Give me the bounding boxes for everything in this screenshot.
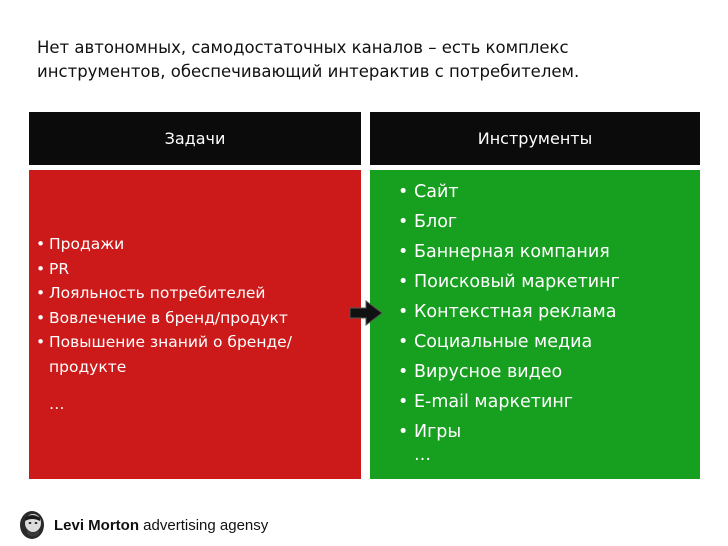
- list-item: [398, 357, 620, 387]
- bullet: •: [398, 212, 409, 232]
- tools-header: Инструменты: [370, 112, 700, 165]
- bullet: •: [398, 182, 409, 202]
- list-item: [36, 232, 292, 257]
- heading-line-1: Нет автономных, самодостаточных каналов – есть комплекс: [37, 38, 569, 57]
- tools-list: [398, 177, 620, 447]
- list-item: [398, 327, 620, 357]
- logo-icon: [18, 510, 46, 540]
- brand-name: Levi Morton: [54, 516, 139, 534]
- bullet: •: [398, 302, 409, 322]
- bullet: •: [398, 272, 409, 292]
- tasks-panel: [29, 170, 361, 479]
- tool-label: Вирусное видео: [414, 362, 563, 382]
- task-label: продукте: [49, 357, 127, 376]
- list-item: [398, 297, 620, 327]
- list-item: [398, 237, 620, 267]
- tool-label: Игры: [414, 422, 462, 442]
- brand-tagline: advertising agensy: [143, 516, 269, 534]
- heading-line-2: инструментов, обеспечивающий интерактив с потребителем.: [37, 62, 580, 81]
- tools-ellipsis: …: [414, 445, 431, 465]
- bullet: •: [36, 235, 46, 253]
- list-item: [398, 177, 620, 207]
- list-item: [398, 207, 620, 237]
- footer-text: [54, 517, 268, 534]
- bullet: •: [398, 422, 409, 442]
- list-item-continuation: [36, 355, 292, 380]
- task-label: PR: [49, 259, 70, 278]
- arrow-right-icon: [348, 298, 384, 328]
- bullet: •: [36, 284, 46, 302]
- list-item: [36, 330, 292, 355]
- bullet: •: [398, 242, 409, 262]
- list-item: [36, 257, 292, 282]
- tool-label: E-mail маркетинг: [414, 392, 574, 412]
- task-label: Повышение знаний о бренде/: [49, 333, 292, 351]
- bullet: •: [36, 308, 46, 327]
- list-item: [398, 387, 620, 417]
- tool-label: Баннерная компания: [414, 242, 610, 262]
- tool-label: Сайт: [414, 182, 459, 202]
- task-label: Вовлечение в бренд/продукт: [49, 308, 288, 327]
- task-label: Продажи: [49, 235, 125, 253]
- tasks-ellipsis: …: [49, 395, 65, 413]
- list-item: [398, 267, 620, 297]
- bullet: •: [36, 333, 46, 351]
- bullet: •: [398, 392, 409, 412]
- list-item: [36, 306, 292, 331]
- tool-label: Социальные медиа: [414, 332, 593, 352]
- bullet: •: [36, 259, 46, 278]
- list-item: [36, 281, 292, 306]
- list-item: [398, 417, 620, 447]
- tool-label: Поисковый маркетинг: [414, 272, 620, 292]
- footer: [18, 510, 268, 540]
- bullet: •: [398, 362, 409, 382]
- tasks-header: Задачи: [29, 112, 361, 165]
- slide-heading: [37, 36, 677, 84]
- tasks-list: [36, 232, 292, 379]
- tools-panel: [370, 170, 700, 479]
- task-label: Лояльность потребителей: [49, 284, 266, 302]
- bullet: •: [398, 332, 409, 352]
- tool-label: Контекстная реклама: [414, 302, 617, 322]
- tool-label: Блог: [414, 212, 458, 232]
